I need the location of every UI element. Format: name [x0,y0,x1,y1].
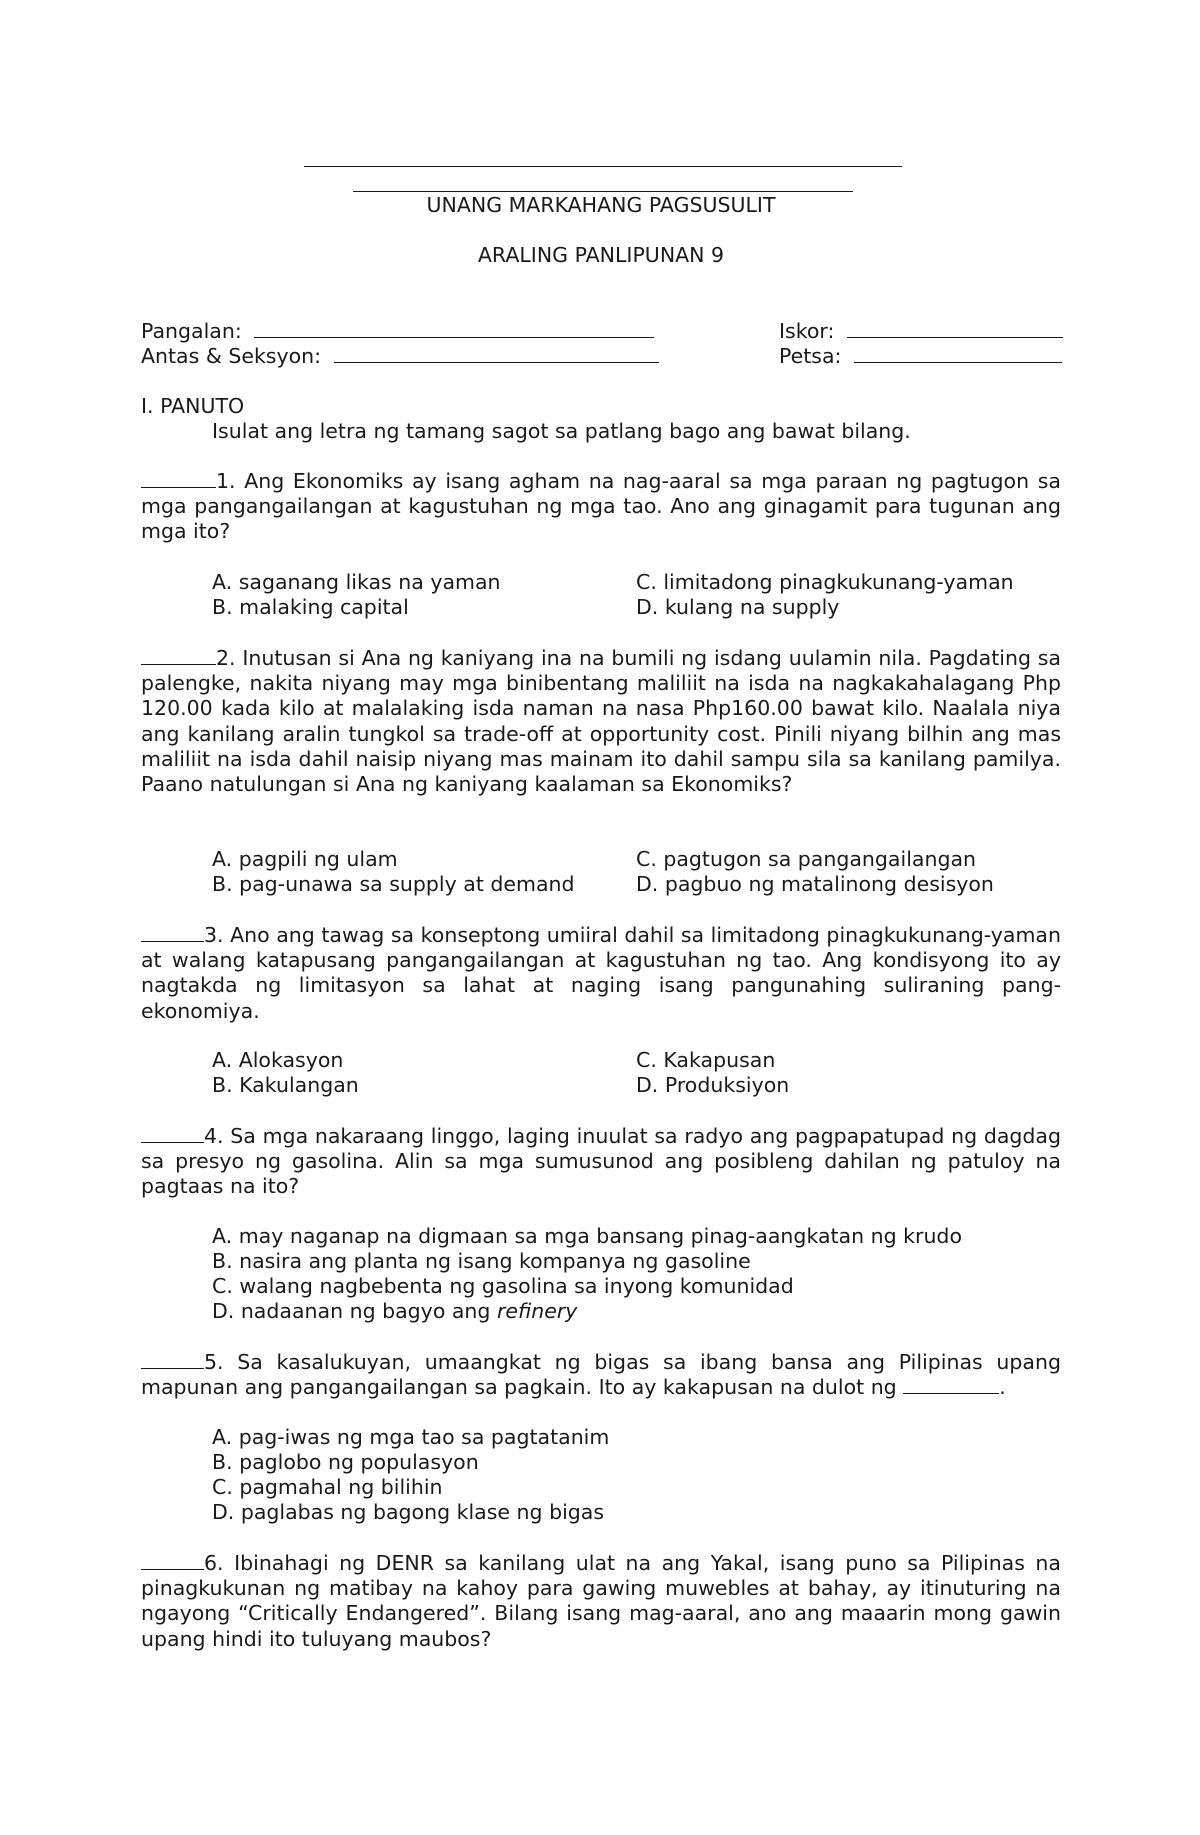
question-4-text: 4. Sa mga nakaraang linggo, laging inuulat sa radyo ang pagpapatupad ng dagdag sa presyo ng gasolina. Alin sa mga sumusunod ang posibleng dahilan ng patuloy na pagtaas na ito? [141,1124,1061,1199]
section-blank[interactable] [334,343,659,363]
q3-choice-a: A. Alokasyon [212,1048,344,1072]
q2-choice-c: C. pagtugon sa pangangailangan [636,847,977,871]
answer-blank-6[interactable] [141,1551,204,1570]
name-label: Pangalan: [141,319,242,343]
score-field [779,318,1063,344]
q4-choice-a: A. may naganap na digmaan sa mga bansang pinag-aangkatan ng krudo [212,1224,962,1248]
fill-in-blank-5[interactable] [903,1375,999,1394]
q3-choice-c: C. Kakapusan [636,1048,776,1072]
q2-choice-b: B. pag-unawa sa supply at demand [212,872,575,896]
question-1-text: 1. Ang Ekonomiks ay isang agham na nag-aaral sa mga paraan ng pagtugon sa mga pangangailangan at kagustuhan ng mga tao. Ano ang ginagamit para tugunan ang mga ito? [141,469,1061,544]
q4-choice-c: C. walang nagbebenta ng gasolina sa inyong komunidad [212,1274,794,1298]
q3-choice-b: B. Kakulangan [212,1073,359,1097]
question-5 [141,1350,1061,1400]
question-3 [141,923,1061,1024]
q4-choice-d-italic: refinery [496,1299,578,1323]
question-5-tail: . [999,1375,1006,1400]
q1-choice-c: C. limitadong pinagkukunang-yaman [636,570,1014,594]
q2-choice-a: A. pagpili ng ulam [212,847,398,871]
date-label: Petsa: [779,344,842,368]
q5-choice-c: C. pagmahal ng bilihin [212,1475,443,1499]
question-6-text: 6. Ibinahagi ng DENR sa kanilang ulat na ang Yakal, isang puno sa Pilipinas na pinagkukunan ng matibay na kahoy para gawing muwebles at bahay, ay itinuturing na ngayong “Critically Endangered”. Bilang isang mag-aaral, ano ang maaarin mong gawin upang hindi ito tuluyang maubos? [141,1551,1061,1651]
question-5-text: 5. Sa kasalukuyan, umaangkat ng bigas sa ibang bansa ang Pilipinas upang mapunan ang pangangailangan sa pagkain. Ito ay kakapusan na dulot ng [141,1350,1061,1400]
date-field [779,343,1062,369]
header-line-2 [353,191,853,192]
header-line-1 [304,166,902,167]
name-blank[interactable] [254,318,654,338]
q5-choice-b: B. paglobo ng populasyon [212,1450,479,1474]
q3-choice-d: D. Produksiyon [636,1073,790,1097]
date-blank[interactable] [854,343,1062,363]
section-field [141,343,659,369]
answer-blank-2[interactable] [141,646,216,665]
q1-choice-d: D. kulang na supply [636,595,840,619]
q2-choice-d: D. pagbuo ng matalinong desisyon [636,872,994,896]
question-2 [141,646,1061,797]
question-3-text: 3. Ano ang tawag sa konseptong umiiral dahil sa limitadong pinagkukunang-yaman at walang katapusang pangangailangan at kagustuhan ng tao. Ang kondisyong ito ay nagtakda ng limitasyon sa lahat at naging isang pangunahing suliraning pang-ekonomiya. [141,923,1061,1023]
answer-blank-3[interactable] [141,923,204,942]
q1-choice-a: A. saganang likas na yaman [212,570,501,594]
q4-choice-b: B. nasira ang planta ng isang kompanya ng gasoline [212,1249,751,1273]
question-4 [141,1124,1061,1200]
section-label: Antas & Seksyon: [141,344,322,368]
answer-blank-1[interactable] [141,469,216,488]
q5-choice-a: A. pag-iwas ng mga tao sa pagtatanim [212,1425,610,1449]
answer-blank-5[interactable] [141,1350,204,1369]
instructions-text: Isulat ang letra ng tamang sagot sa patlang bago ang bawat bilang. [212,419,911,443]
answer-blank-4[interactable] [141,1124,204,1143]
question-2-text: 2. Inutusan si Ana ng kaniyang ina na bumili ng isdang uulamin nila. Pagdating sa palengke, nakita niyang may mga binibentang maliliit na isda na nagkakahalagang Php 120.00 kada kilo at malalaking isda naman na nasa Php160.00 bawat kilo. Naalala niya ang kanilang aralin tungkol sa trade-off at opportunity cost. Pinili niyang bilhin ang mas maliliit na isda dahil naisip niyang mas mainam ito dahil sampu sila sa kanilang pamilya. Paano natulungan si Ana ng kaniyang kaalaman sa Ekonomiks? [141,646,1061,797]
question-1 [141,469,1061,545]
exam-page [141,0,1061,1835]
q5-choice-d: D. paglabas ng bagong klase ng bigas [212,1500,605,1524]
q4-choice-d [212,1299,577,1324]
exam-title: UNANG MARKAHANG PAGSUSULIT [426,193,776,217]
name-field [141,318,654,344]
instructions-heading: I. PANUTO [141,394,245,418]
score-blank[interactable] [847,318,1063,338]
q1-choice-b: B. malaking capital [212,595,409,619]
q4-choice-d-text: D. nadaanan ng bagyo ang [212,1299,497,1323]
score-label: Iskor: [779,319,835,343]
exam-subject: ARALING PANLIPUNAN 9 [477,243,725,267]
question-6 [141,1551,1061,1652]
